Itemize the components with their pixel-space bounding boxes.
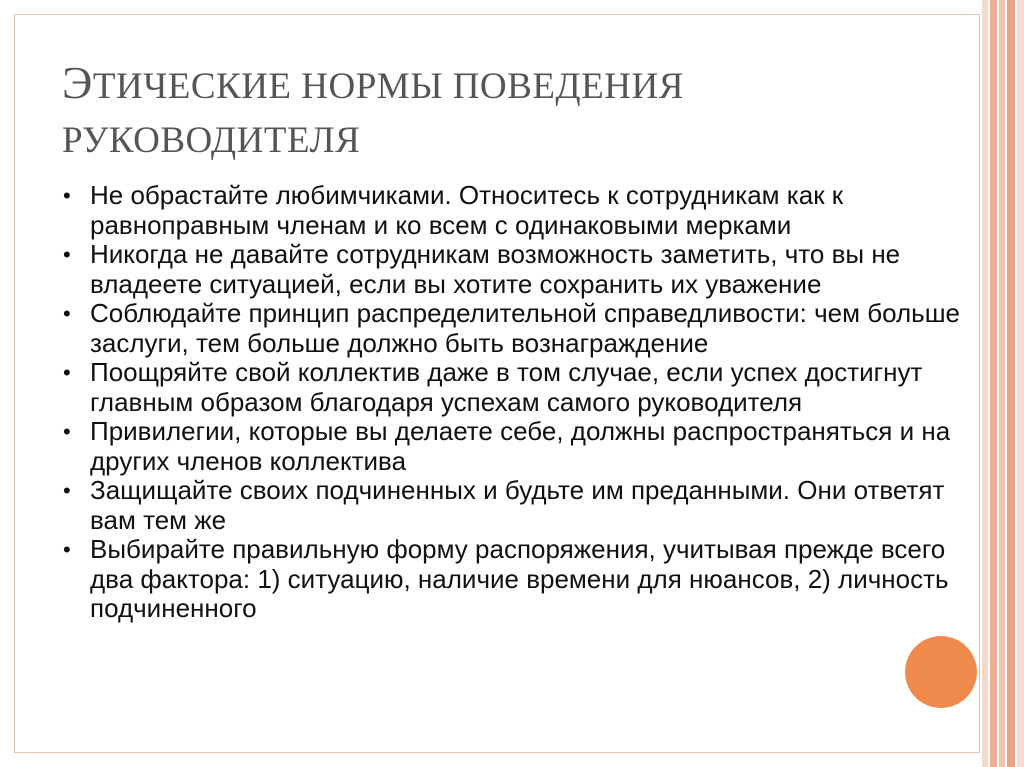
bullet-dot: • [63,183,71,208]
stripe [990,0,997,767]
bullet-text: Никогда не давайте сотрудникам возможность заметить, что вы не владеете ситуацией, если вы хотите сохранить их уважение [90,239,901,299]
bullet-text: Не обрастайте любимчиками. Относитесь к сотрудникам как к равноправным членам и ко всем с одинаковыми мерками [90,180,844,240]
bullet-text: Привилегии, которые вы делаете себе, должны распространяться и на других членов коллектива [90,416,951,476]
stripe [982,0,988,767]
bullet-dot: • [63,537,71,562]
bullet-text: Соблюдайте принцип распределительной справедливости: чем больше заслуги, тем больше должно быть вознаграждение [90,298,961,358]
bullet-dot: • [63,478,71,503]
stripe [999,0,1005,767]
accent-circle [905,636,977,708]
bullet-item [62,417,962,476]
bullet-dot: • [63,360,71,385]
bullet-dot: • [63,301,71,326]
bullet-dot: • [63,242,71,267]
bullet-item [62,476,962,535]
bullet-item [62,299,962,358]
bullet-item [62,181,962,240]
stripe [1007,0,1015,767]
decorative-stripes [982,0,1024,767]
bullet-text: Поощряйте свой коллектив даже в том случае, если успех достигнут главным образом благодаря успехам самого руководителя [90,357,923,417]
bullet-item [62,535,962,624]
stripe [1017,0,1024,767]
slide-title [62,56,922,168]
bullet-text: Защищайте своих подчиненных и будьте им преданными. Они ответят вам тем же [90,475,945,535]
bullet-item [62,240,962,299]
title-initial: Э [62,57,93,108]
bullet-list [62,181,962,624]
bullet-text: Выбирайте правильную форму распоряжения, учитывая прежде всего два фактора: 1) ситуацию, наличие времени для нюансов, 2) личность подчиненного [90,534,949,623]
title-rest: ТИЧЕСКИЕ НОРМЫ ПОВЕДЕНИЯ РУКОВОДИТЕЛЯ [62,66,684,161]
bullet-item [62,358,962,417]
bullet-dot: • [63,419,71,444]
